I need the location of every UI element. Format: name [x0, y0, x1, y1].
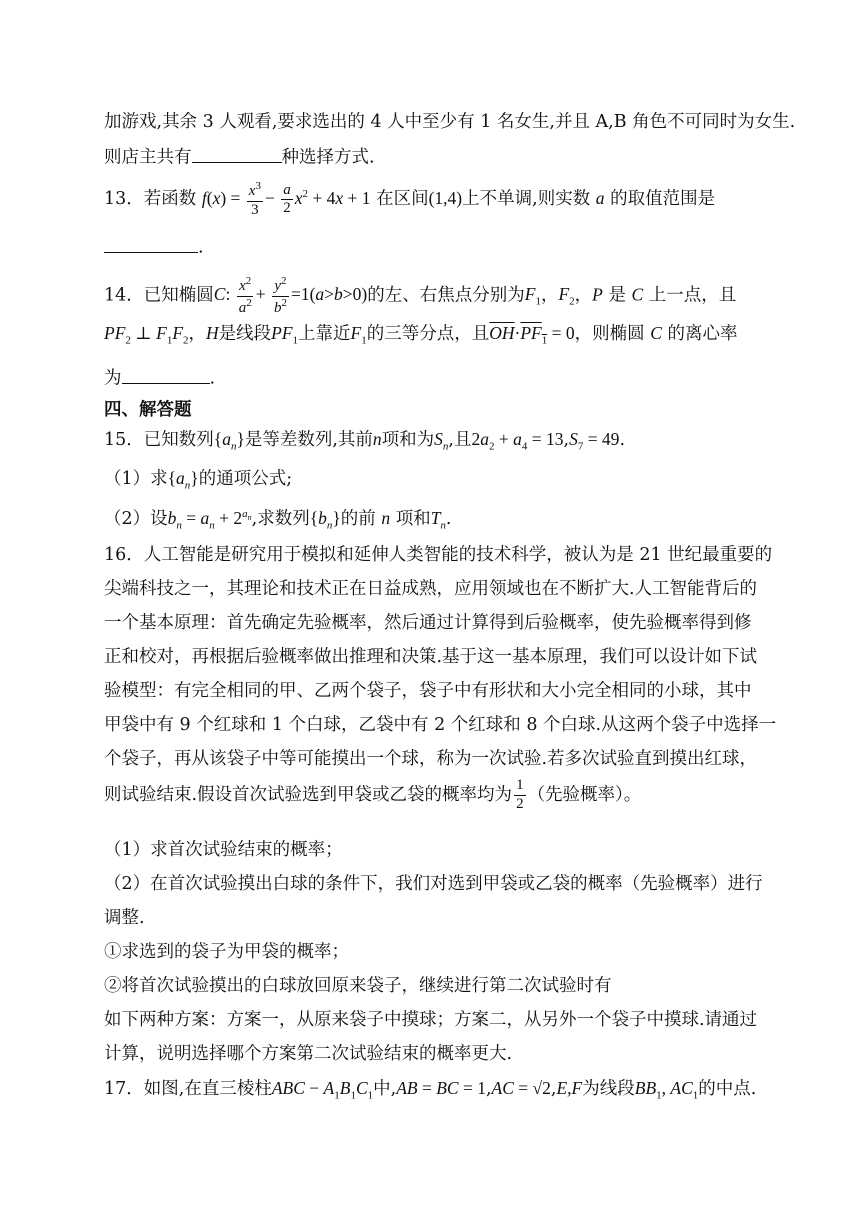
text: ,且 [448, 430, 472, 450]
question-17 [104, 1080, 756, 1102]
variable: H [206, 323, 219, 343]
text: 13．若函数 [104, 188, 197, 209]
text: 上靠近 [298, 324, 351, 344]
text-line: 验模型：有完全相同的甲、乙两个袋子，袋子中有形状和大小完全相同的小球，其中 [104, 681, 752, 701]
text: 的取值范围是 [610, 188, 716, 209]
text: ， [188, 324, 207, 344]
text-line: ①求选到的袋子为甲袋的概率； [104, 942, 349, 962]
text-line [104, 144, 375, 167]
text-line: 计算，说明选择哪个方案第二次试验结束的概率更大. [104, 1044, 513, 1064]
variable: C [631, 284, 644, 305]
text-line: 16．人工智能是研究用于模拟和延伸人类智能的技术科学，被认为是 21 世纪最重要的 [104, 545, 773, 565]
text-line: 个袋子，再从该袋子中等可能摸出一个球，称为一次试验.若多次试验直到摸出红球， [104, 749, 758, 769]
formula: $\overline{OH}\cdot PF_1 = 0$ [489, 323, 575, 347]
variable: $T_n$ [430, 507, 446, 532]
text: . [198, 237, 204, 258]
variable: $F_1$ [350, 323, 367, 347]
text-line: 如下两种方案：方案一，从原来袋子中摸球；方案二，从另外一个袋子中摸球.请通过 [104, 1010, 758, 1030]
variable: P [592, 284, 603, 305]
formula: $PF_2$ ⊥ $F_1F_2$ [104, 323, 189, 347]
formula: AB = BC = 1 [396, 1078, 486, 1098]
answer-blank[interactable] [122, 365, 210, 384]
text: （2）设 [104, 508, 168, 529]
formula: $BB_1$, $AC_1$ [634, 1078, 699, 1102]
text: 上不单调,则实数 [462, 188, 591, 209]
text: 的前 [340, 508, 376, 529]
text: 中, [373, 1079, 397, 1099]
variable: $PF_1$ [271, 323, 299, 347]
question-15-part-1 [104, 470, 292, 492]
text: （1）求 [104, 469, 168, 489]
text: 17．如图,在直三棱柱 [104, 1079, 272, 1099]
text: ， [574, 285, 593, 306]
formula: f(x) = $\frac{x^3}{3}$ − $\frac{a}{2}$ $x^2 + 4x + 1$ [201, 180, 371, 218]
question-13 [104, 181, 715, 219]
text: , [485, 1079, 492, 1099]
text: . [209, 368, 216, 389]
question-14 [104, 276, 736, 317]
text: ， [540, 285, 559, 306]
formula: $2a_2 + a_4 = 13$ [471, 429, 564, 453]
variable: $F_1$ [524, 284, 541, 308]
text: （先验概率）。 [527, 784, 642, 805]
question-15 [104, 431, 625, 453]
text-line: 一个基本原理：首先确定先验概率，然后通过计算得到后验概率，使先验概率得到修 [104, 613, 752, 633]
answer-blank[interactable] [192, 144, 282, 163]
text: 是等差数列,其前 [244, 430, 373, 450]
text: 则试验结束.假设首次试验选到甲袋或乙袋的概率均为 [104, 784, 513, 805]
formula: $\{a_n\}$ [213, 429, 245, 453]
text: 则店主共有 [104, 147, 192, 168]
text-line [104, 234, 204, 257]
text: 为 [104, 368, 122, 389]
text: . [619, 430, 626, 450]
text-line [104, 778, 641, 813]
text: , [563, 430, 570, 450]
text: ，则椭圆 [574, 324, 645, 344]
text: 在区间 [376, 188, 429, 209]
text-line: 调整. [104, 908, 145, 928]
text: 是 [608, 285, 626, 306]
question-15-part-2 [104, 509, 452, 531]
variable: $S_n$ [434, 429, 449, 453]
text: 15．已知数列 [104, 430, 214, 450]
variable: C [650, 323, 662, 343]
question-16-part-1: （1）求首次试验结束的概率； [104, 840, 343, 860]
text: 的左、右焦点分别为 [367, 285, 525, 306]
text: 为线段 [582, 1079, 635, 1099]
text: 项和为 [381, 430, 435, 450]
formula: C: $\frac{x^2}{a^2}$ + $\frac{y^2}{b^2}$ =1(a>b>0) [213, 275, 368, 316]
variable: a [595, 187, 605, 208]
text-line: 甲袋中有 9 个红球和 1 个白球，乙袋中有 2 个红球和 8 个白球.从这两个袋子中选择一 [104, 715, 777, 735]
text-line [104, 365, 215, 388]
section-heading: 四、解答题 [104, 400, 192, 420]
variable: $F_2$ [558, 284, 575, 308]
text: 上一点，且 [648, 285, 737, 306]
text: 是线段 [218, 324, 272, 344]
text: . [445, 508, 452, 529]
text-line: ②将首次试验摸出的白球放回原来袋子，继续进行第二次试验时有 [104, 976, 612, 996]
text: 的离心率 [667, 324, 738, 344]
text-line: 尖端科技之一，其理论和技术正在日益成熟，应用领域也在不断扩大.人工智能背后的 [104, 579, 758, 599]
text: 项和 [395, 508, 431, 529]
text: 的三等分点，且 [366, 324, 490, 344]
text-line: 正和校对，再根据后验概率做出推理和决策.基于这一基本原理，我们可以设计如下试 [104, 647, 758, 667]
text-line [104, 325, 737, 347]
formula: $\{b_n\}$ [309, 507, 341, 532]
variable: E,F [556, 1078, 583, 1098]
fraction-one-half: $\frac{1}{2}$ [516, 777, 524, 812]
formula: $S_7 = 49$ [569, 429, 620, 453]
text: 的中点. [698, 1079, 757, 1099]
variable: n [381, 507, 391, 528]
formula: (1,4) [428, 187, 463, 208]
formula: $\{a_n\}$ [167, 468, 199, 492]
formula: AC = √2 [491, 1078, 551, 1098]
text: 14．已知椭圆 [104, 285, 214, 306]
text: ,求数列 [251, 508, 310, 529]
formula: $b_n = a_n + 2^{a_n}$ [167, 507, 252, 532]
text: , [550, 1079, 557, 1099]
answer-blank[interactable] [104, 234, 198, 253]
text: 的通项公式; [198, 469, 293, 489]
question-16-part-2: （2）在首次试验摸出白球的条件下，我们对选到甲袋或乙袋的概率（先验概率）进行 [104, 874, 763, 894]
formula: ABC − $A_1B_1C_1$ [271, 1078, 374, 1102]
text-line: 加游戏,其余 3 人观看,要求选出的 4 人中至少有 1 名女生,并且 A,B 角色不可同时为女生. [104, 112, 796, 132]
text: 种选择方式. [281, 147, 375, 168]
variable: n [372, 429, 382, 449]
